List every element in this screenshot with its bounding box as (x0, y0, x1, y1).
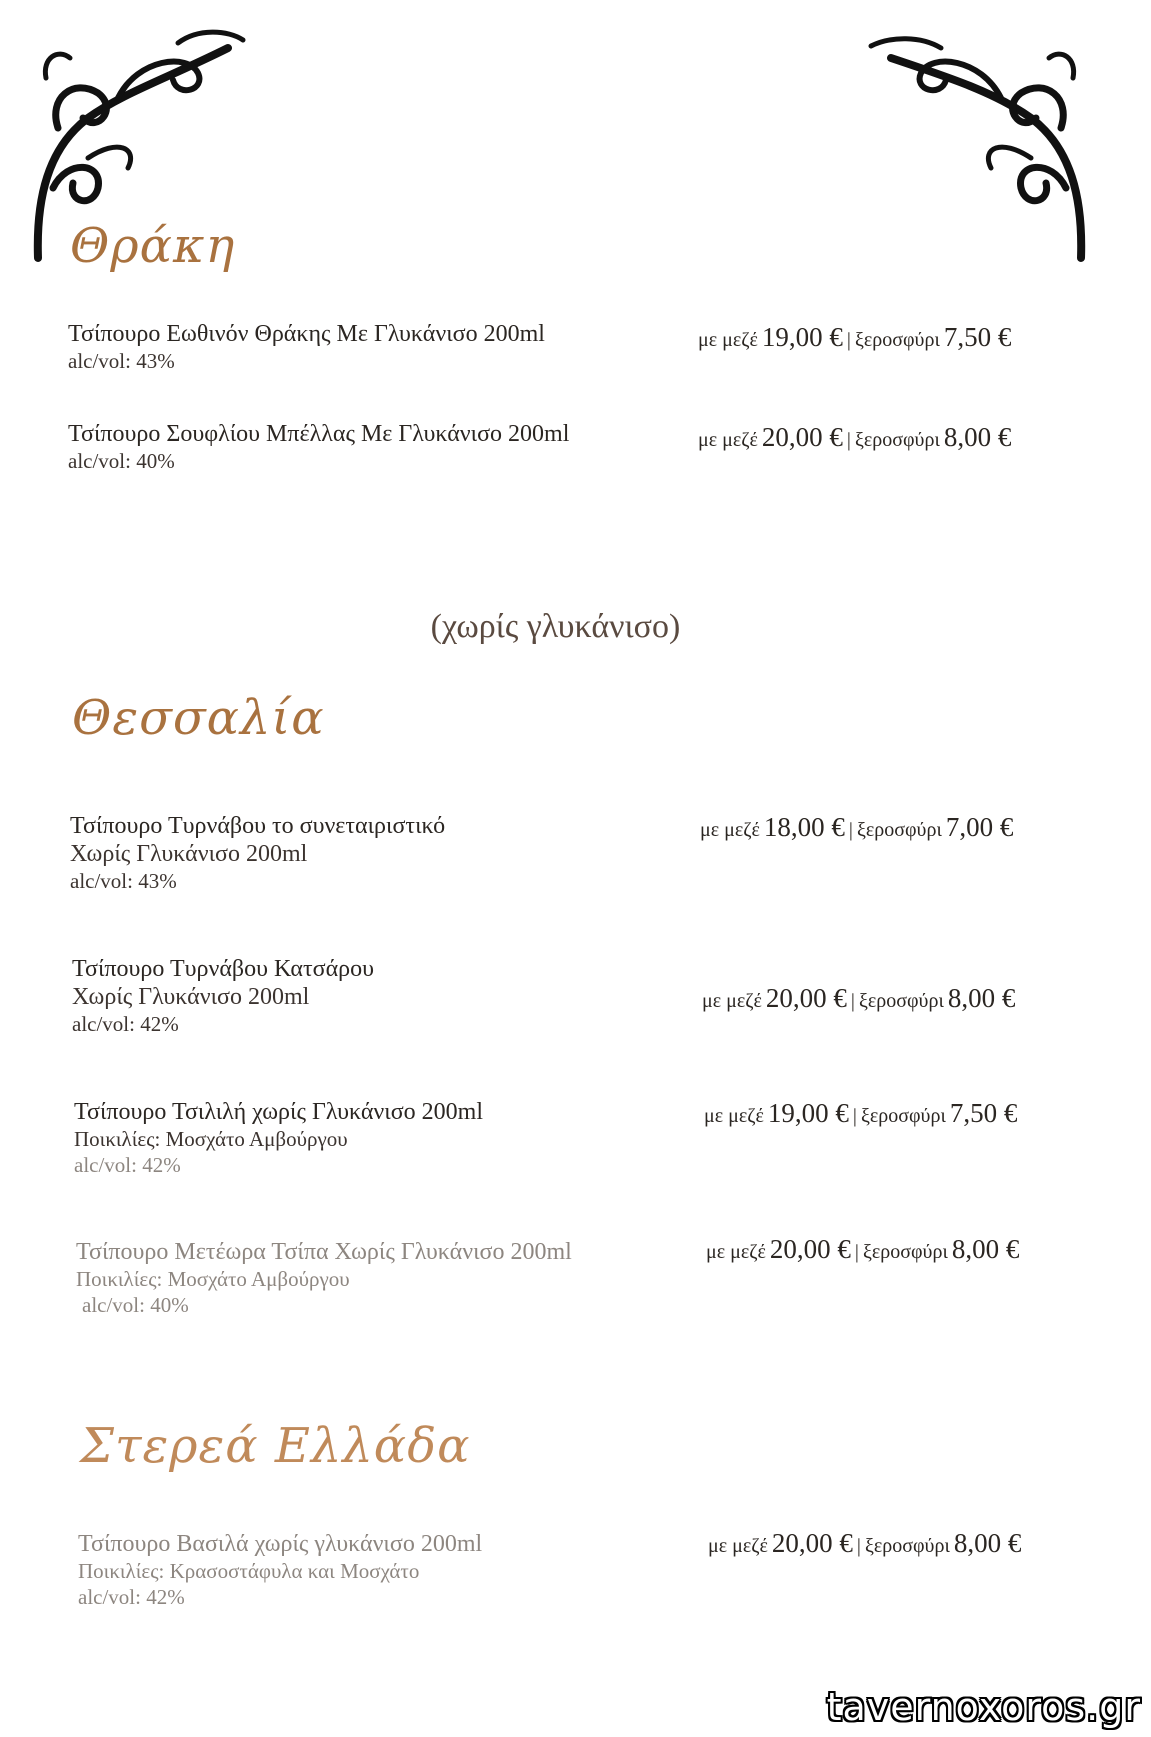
item-price (700, 812, 1013, 843)
menu-item (68, 320, 1128, 374)
item-detail: Χωρίς Γλυκάνισο 200ml (70, 841, 308, 867)
menu-item (74, 1098, 1134, 1178)
meze-price: 20,00 € (761, 422, 843, 452)
subheading-no-anise: (χωρίς γλυκάνισο) (430, 608, 681, 645)
meze-label: με μεζέ (698, 329, 758, 351)
item-detail: alc/vol: 40% (82, 1293, 189, 1317)
item-price (698, 422, 1011, 453)
dry-price: 7,50 € (943, 322, 1012, 352)
corner-ornament-right-icon (861, 18, 1091, 268)
item-detail: alc/vol: 43% (70, 869, 177, 893)
dry-price: 7,50 € (949, 1098, 1018, 1128)
meze-price: 19,00 € (767, 1098, 849, 1128)
dry-label: ξεροσφύρι (856, 819, 942, 841)
item-name: Τσίπουρο Βασιλά χωρίς γλυκάνισο 200ml (78, 1531, 483, 1557)
meze-label: με μεζέ (704, 1105, 764, 1127)
item-price (698, 322, 1011, 353)
price-separator: | (856, 1535, 861, 1557)
item-detail: alc/vol: 42% (74, 1153, 181, 1177)
meze-price: 18,00 € (763, 812, 845, 842)
dry-price: 8,00 € (947, 983, 1016, 1013)
price-separator: | (852, 1105, 857, 1127)
dry-label: ξεροσφύρι (862, 1241, 948, 1263)
menu-item (76, 1234, 1136, 1318)
item-name: Τσίπουρο Μετέωρα Τσίπα Χωρίς Γλυκάνισο 200ml (76, 1239, 572, 1265)
item-detail: Ποικιλίες: Μοσχάτο Αμβούργου (74, 1127, 348, 1151)
site-watermark: tavernoxoros.gr (826, 1685, 1141, 1729)
dry-price: 8,00 € (943, 422, 1012, 452)
section-title-central-greece: Στερεά Ελλάδα (80, 1418, 471, 1474)
item-name: Τσίπουρο Τσιλιλή χωρίς Γλυκάνισο 200ml (74, 1099, 483, 1125)
item-price (702, 983, 1015, 1014)
dry-label: ξεροσφύρι (860, 1105, 946, 1127)
item-price (708, 1528, 1021, 1559)
item-name: Τσίπουρο Τυρνάβου Κατσάρου (72, 956, 375, 982)
item-name: Τσίπουρο Σουφλίου Μπέλλας Με Γλυκάνισο 200ml (68, 421, 570, 447)
dry-price: 7,00 € (945, 812, 1014, 842)
menu-item (68, 420, 1128, 474)
price-separator: | (850, 990, 855, 1012)
item-price (706, 1234, 1019, 1265)
item-name: Τσίπουρο Τυρνάβου το συνεταιριστικό (70, 813, 446, 839)
dry-label: ξεροσφύρι (854, 329, 940, 351)
meze-label: με μεζέ (706, 1241, 766, 1263)
menu-item (70, 812, 1130, 894)
item-detail: Χωρίς Γλυκάνισο 200ml (72, 984, 310, 1010)
dry-price: 8,00 € (953, 1528, 1022, 1558)
item-detail: alc/vol: 43% (68, 349, 175, 373)
item-detail: Ποικιλίες: Κρασοστάφυλα και Μοσχάτο (78, 1559, 420, 1583)
meze-price: 19,00 € (761, 322, 843, 352)
section-title-thessaly: Θεσσαλία (72, 690, 325, 746)
dry-label: ξεροσφύρι (858, 990, 944, 1012)
meze-label: με μεζέ (700, 819, 760, 841)
meze-label: με μεζέ (698, 429, 758, 451)
item-detail: alc/vol: 42% (72, 1012, 179, 1036)
price-separator: | (848, 819, 853, 841)
item-detail: alc/vol: 42% (78, 1585, 185, 1609)
item-name: Τσίπουρο Εωθινόν Θράκης Με Γλυκάνισο 200ml (68, 321, 545, 347)
dry-price: 8,00 € (951, 1234, 1020, 1264)
dry-label: ξεροσφύρι (864, 1535, 950, 1557)
meze-price: 20,00 € (771, 1528, 853, 1558)
meze-label: με μεζέ (702, 990, 762, 1012)
meze-price: 20,00 € (769, 1234, 851, 1264)
section-title-thrace: Θράκη (70, 218, 236, 274)
price-separator: | (846, 329, 851, 351)
item-detail: alc/vol: 40% (68, 449, 175, 473)
price-separator: | (846, 429, 851, 451)
dry-label: ξεροσφύρι (854, 429, 940, 451)
menu-item (78, 1530, 1138, 1610)
menu-item (72, 955, 1132, 1037)
meze-label: με μεζέ (708, 1535, 768, 1557)
meze-price: 20,00 € (765, 983, 847, 1013)
price-separator: | (854, 1241, 859, 1263)
item-detail: Ποικιλίες: Μοσχάτο Αμβούργου (76, 1267, 350, 1291)
item-price (704, 1098, 1017, 1129)
